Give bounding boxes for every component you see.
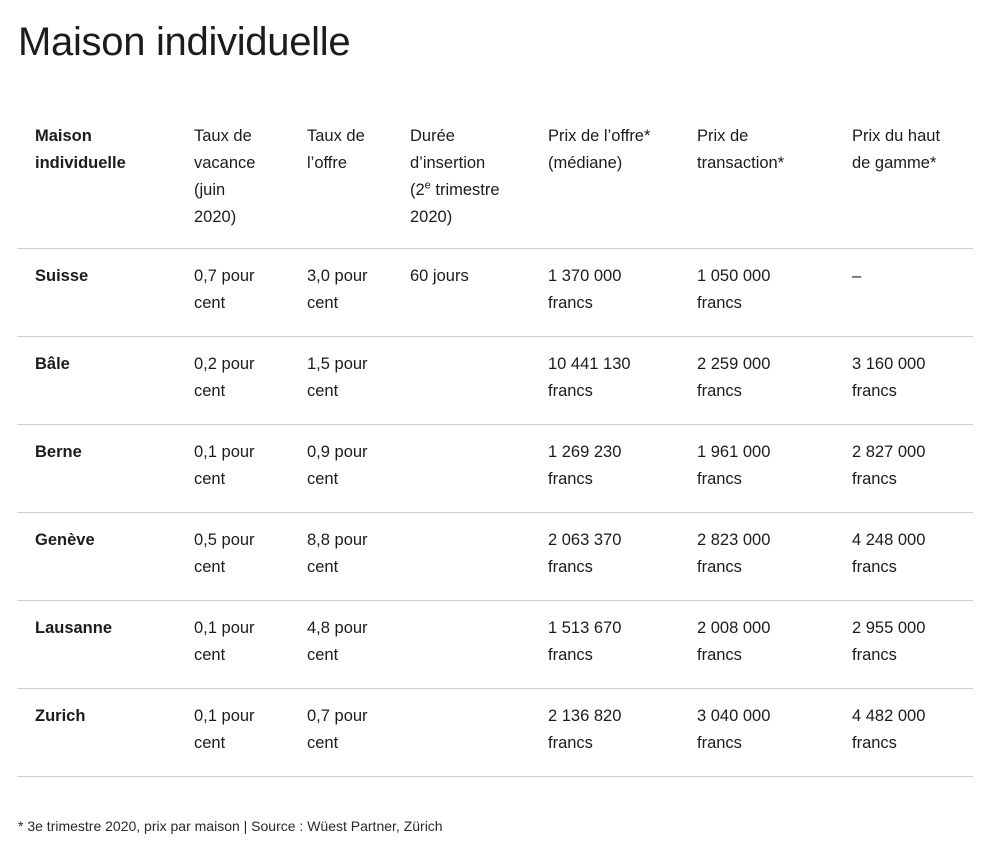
cell-offer-price: [530, 513, 679, 601]
header-line: vacance: [194, 154, 256, 172]
header-line: l’offre: [307, 154, 348, 172]
cell-line: 2 008 000: [697, 619, 771, 637]
cell-line: 2 827 000: [852, 443, 926, 461]
cell-line: 1 370 000: [548, 267, 622, 285]
cell-line: cent: [194, 470, 226, 488]
cell-line: cent: [307, 734, 339, 752]
cell-listing-duration: [392, 689, 530, 777]
cell-vacancy-rate: [176, 513, 289, 601]
cell-vacancy-rate: [176, 425, 289, 513]
cell-offer-rate: [289, 513, 392, 601]
row-region-name: Bâle: [17, 337, 176, 425]
cell-line: francs: [697, 382, 742, 400]
cell-transaction-price: [679, 513, 834, 601]
cell-line: francs: [548, 646, 593, 664]
cell-line: cent: [307, 558, 339, 576]
cell-line: francs: [548, 734, 593, 752]
cell-line: 0,1 pour: [194, 707, 255, 725]
cell-line: 2 136 820: [548, 707, 622, 725]
cell-line: 4 248 000: [852, 531, 926, 549]
cell-line: francs: [852, 470, 897, 488]
cell-line: cent: [194, 646, 226, 664]
table-row: [17, 249, 973, 337]
cell-transaction-price: [679, 425, 834, 513]
cell-line: francs: [697, 294, 742, 312]
cell-offer-rate: [289, 249, 392, 337]
header-line: individuelle: [35, 154, 126, 172]
cell-listing-duration: [392, 425, 530, 513]
header-line-quarter: (2e trimestre: [410, 179, 500, 199]
cell-line: cent: [194, 734, 226, 752]
cell-line: francs: [548, 470, 593, 488]
header-line: transaction*: [697, 154, 785, 172]
cell-line: francs: [852, 734, 897, 752]
cell-line: 4,8 pour: [307, 619, 368, 637]
cell-line: cent: [194, 382, 226, 400]
table-header: [17, 109, 973, 249]
header-line: (juin: [194, 181, 226, 199]
cell-line: francs: [548, 382, 593, 400]
cell-premium-price: [834, 601, 973, 689]
header-line: Prix de l’offre*: [548, 127, 651, 145]
cell-line: cent: [307, 470, 339, 488]
cell-offer-price: [530, 689, 679, 777]
cell-line: 2 823 000: [697, 531, 771, 549]
row-region-name: Zurich: [17, 689, 176, 777]
page-title: Maison individuelle: [18, 20, 351, 64]
table-row: [17, 513, 973, 601]
property-data-table: [17, 109, 973, 777]
cell-line: 2 259 000: [697, 355, 771, 373]
cell-listing-duration: [392, 601, 530, 689]
header-cell-vacancy: [176, 109, 289, 249]
cell-vacancy-rate: [176, 337, 289, 425]
cell-premium-price: [834, 337, 973, 425]
row-region-name: Suisse: [17, 249, 176, 337]
cell-line: 0,1 pour: [194, 619, 255, 637]
ordinal-superscript: e: [424, 179, 431, 192]
cell-premium-price: [834, 425, 973, 513]
cell-line: cent: [194, 294, 226, 312]
cell-offer-price: [530, 249, 679, 337]
cell-line: 3 160 000: [852, 355, 926, 373]
cell-listing-duration: [392, 337, 530, 425]
header-cell-listing-duration: [392, 109, 530, 249]
table-row: [17, 601, 973, 689]
cell-offer-price: [530, 601, 679, 689]
cell-offer-rate: [289, 601, 392, 689]
cell-line: 1 269 230: [548, 443, 622, 461]
cell-line: 8,8 pour: [307, 531, 368, 549]
cell-vacancy-rate: [176, 249, 289, 337]
cell-transaction-price: [679, 601, 834, 689]
cell-line: 0,7 pour: [194, 267, 255, 285]
header-line: Prix de: [697, 127, 749, 145]
header-cell-offer-rate: [289, 109, 392, 249]
cell-line: –: [852, 267, 862, 285]
cell-vacancy-rate: [176, 689, 289, 777]
cell-line: 1 961 000: [697, 443, 771, 461]
cell-line: 0,1 pour: [194, 443, 255, 461]
cell-listing-duration: [392, 249, 530, 337]
cell-line: francs: [697, 558, 742, 576]
cell-transaction-price: [679, 249, 834, 337]
header-cell-premium-price: [834, 109, 973, 249]
header-cell-type: [17, 109, 176, 249]
cell-line: 60 jours: [410, 267, 469, 285]
cell-line: 0,2 pour: [194, 355, 255, 373]
cell-line: francs: [548, 558, 593, 576]
row-region-name: Genève: [17, 513, 176, 601]
cell-line: cent: [307, 646, 339, 664]
table-row: [17, 689, 973, 777]
table-body: [17, 249, 973, 777]
cell-premium-price: [834, 689, 973, 777]
cell-offer-rate: [289, 425, 392, 513]
cell-premium-price: [834, 249, 973, 337]
header-row: [17, 109, 973, 249]
cell-line: 10 441 130: [548, 355, 631, 373]
table-row: [17, 425, 973, 513]
cell-line: 1 050 000: [697, 267, 771, 285]
header-line: d’insertion: [410, 154, 486, 172]
header-line: Taux de: [194, 127, 252, 145]
header-line: Maison: [35, 127, 92, 145]
cell-line: 3,0 pour: [307, 267, 368, 285]
cell-premium-price: [834, 513, 973, 601]
cell-line: francs: [852, 646, 897, 664]
cell-offer-price: [530, 425, 679, 513]
cell-transaction-price: [679, 337, 834, 425]
cell-vacancy-rate: [176, 601, 289, 689]
cell-offer-price: [530, 337, 679, 425]
cell-line: cent: [307, 382, 339, 400]
cell-line: 1 513 670: [548, 619, 622, 637]
cell-offer-rate: [289, 689, 392, 777]
cell-line: cent: [194, 558, 226, 576]
cell-line: francs: [852, 382, 897, 400]
cell-line: 1,5 pour: [307, 355, 368, 373]
header-line: Prix du haut: [852, 127, 941, 145]
header-line: 2020): [410, 208, 453, 226]
source-footnote: * 3e trimestre 2020, prix par maison | Source : Wüest Partner, Zürich: [18, 818, 443, 834]
cell-transaction-price: [679, 689, 834, 777]
cell-line: 0,7 pour: [307, 707, 368, 725]
cell-line: francs: [697, 734, 742, 752]
header-cell-offer-price: [530, 109, 679, 249]
cell-line: 0,5 pour: [194, 531, 255, 549]
cell-line: francs: [548, 294, 593, 312]
header-line: 2020): [194, 208, 237, 226]
cell-line: 2 063 370: [548, 531, 622, 549]
cell-line: francs: [697, 646, 742, 664]
cell-listing-duration: [392, 513, 530, 601]
header-line: Durée: [410, 127, 455, 145]
header-line: (médiane): [548, 154, 623, 172]
cell-line: francs: [852, 558, 897, 576]
cell-line: 3 040 000: [697, 707, 771, 725]
row-region-name: Berne: [17, 425, 176, 513]
cell-line: 0,9 pour: [307, 443, 368, 461]
table-row: [17, 337, 973, 425]
cell-line: 2 955 000: [852, 619, 926, 637]
cell-line: francs: [697, 470, 742, 488]
header-line: de gamme*: [852, 154, 937, 172]
row-region-name: Lausanne: [17, 601, 176, 689]
header-line: Taux de: [307, 127, 365, 145]
cell-offer-rate: [289, 337, 392, 425]
cell-line: cent: [307, 294, 339, 312]
header-cell-transaction-price: [679, 109, 834, 249]
cell-line: 4 482 000: [852, 707, 926, 725]
